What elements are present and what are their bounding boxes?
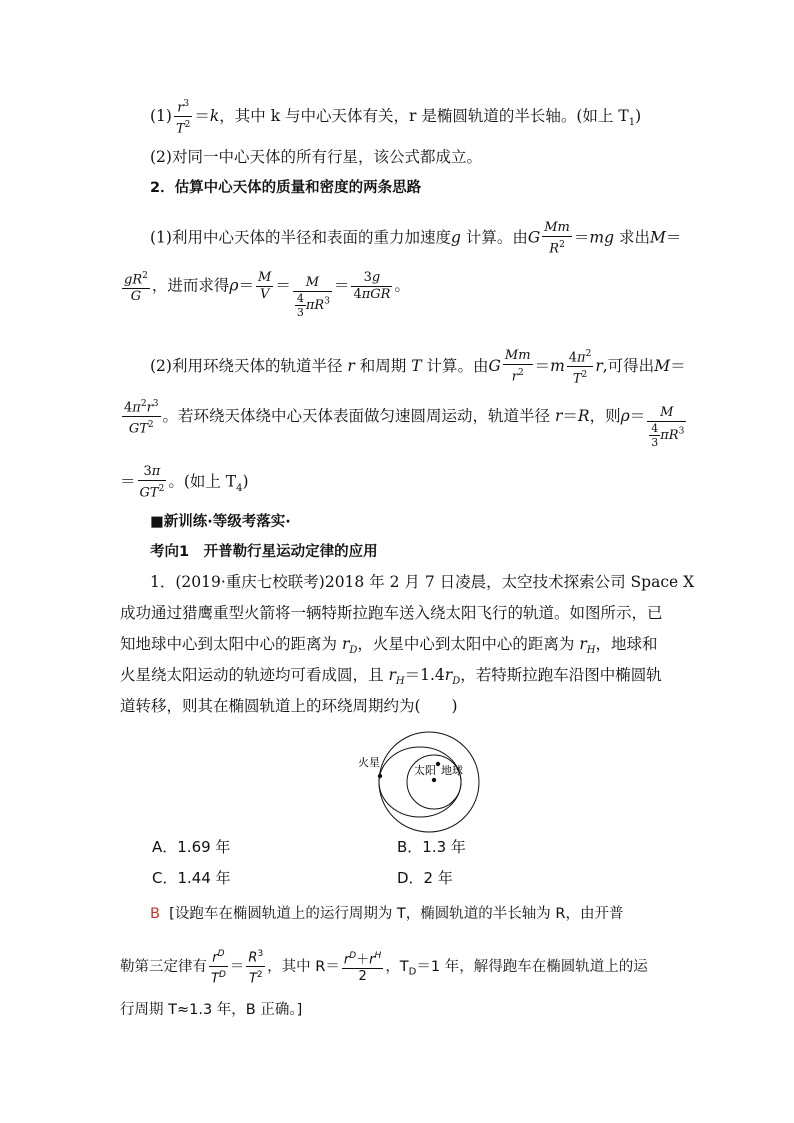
text: 和周期 xyxy=(359,356,407,375)
question-line-4: 火星绕太阳运动的轨迹均可看成圆，且 $r_H=1.4r_D$，若特斯拉跑车沿图中椭圆轨 xyxy=(120,666,662,688)
text: ) xyxy=(635,106,642,125)
option-b[interactable]: B．1.3 年 xyxy=(397,838,466,856)
option-d[interactable]: D．2 年 xyxy=(397,869,453,887)
transfer-ellipse xyxy=(379,747,461,817)
option-a[interactable]: A．1.69 年 xyxy=(152,838,231,856)
text: ＝ xyxy=(670,356,686,375)
earth-label: 地球 xyxy=(441,764,463,777)
paragraph-7: ＝ $\frac{3\pi}{GT^2}$ 。(如上 $T_4$) xyxy=(120,464,249,501)
answer-line-2: 勒第三定律有 $\frac{r^D}{T^D}$ ＝ $\frac{R^3}{T^2}$ ，其中 R＝ $\frac{r^D+r^H}{2}$ ，$T_D=1$ 年，解得跑车在椭圆轨道上的运 xyxy=(120,946,648,988)
text: (1)利用中心天体的半径和表面的重力加速度 xyxy=(150,228,451,247)
text: ＝1 年，解得跑车在椭圆轨道上的运 xyxy=(416,958,648,975)
orbit-figure xyxy=(350,728,510,838)
text: ＝ xyxy=(573,228,590,247)
sun-dot xyxy=(432,778,436,782)
paragraph-5: (2)利用环绕天体的轨道半径 r 和周期 T 计算。由G $\frac{Mm}{r^2}$ ＝m $\frac{4\pi^2}{T^2}$ r,可得出M＝ xyxy=(150,346,686,388)
paragraph-2: (2)对同一中心天体的所有行星，该公式都成立。 xyxy=(150,148,482,166)
text: 火星绕太阳运动的轨迹均可看成圆，且 xyxy=(120,666,384,684)
text: ＝ xyxy=(120,472,136,491)
subscript: D xyxy=(408,966,417,978)
text: ，地球和 xyxy=(595,635,658,653)
text: 勒第三定律有 xyxy=(120,958,207,975)
text: ，若特斯拉跑车沿图中椭圆轨 xyxy=(460,666,662,684)
sun-label: 太阳 xyxy=(414,764,436,777)
section-heading: ■新训练·等级考落实· xyxy=(150,514,291,530)
text: ＝ xyxy=(275,276,291,295)
text: ＝ xyxy=(629,406,646,425)
text: (2)利用环绕天体的轨道半径 xyxy=(150,356,343,375)
text: ＝ xyxy=(229,958,245,975)
text: ＝ xyxy=(534,356,551,375)
subscript: 1 xyxy=(628,116,636,128)
text: ＝ xyxy=(333,276,350,295)
mars-orbit xyxy=(379,732,479,832)
text: 求出 xyxy=(618,228,650,247)
heading-2: 2．估算中心天体的质量和密度的两条思路 xyxy=(150,180,422,196)
text: ＝ xyxy=(238,276,255,295)
text: ，其中 k 与中心天体有关，r 是椭圆轨道的半长轴。(如上 T xyxy=(219,106,629,125)
subscript: 4 xyxy=(236,482,243,494)
text: 。 xyxy=(394,276,410,295)
text: 。若环绕天体绕中心天体表面做匀速圆周运动，轨道半径 xyxy=(162,406,551,425)
question-line-3: 知地球中心到太阳中心的距离为 $r_D$，火星中心到太阳中心的距离为 $r_H$，地球和 xyxy=(120,635,658,657)
text: ＝1.4 xyxy=(404,666,445,684)
paragraph-6: $\frac{4\pi^2r^3}{GT^2}$ 。若环绕天体绕中心天体表面做匀速圆周运动，轨道半径 r＝R，则ρ＝ M $\frac{4}{3}$ $\pi R^3$ xyxy=(120,396,688,449)
text: 。(如上 T xyxy=(168,472,237,491)
text: 计算。由 xyxy=(426,356,489,375)
text: [设跑车在椭圆轨道上的运行周期为 T，椭圆轨道的半长轴为 R，由开普 xyxy=(169,906,624,922)
text: ，进而求得 xyxy=(151,276,230,295)
answer-line-1 xyxy=(150,904,623,924)
text: ＝ xyxy=(562,406,578,425)
mars-label: 火星 xyxy=(358,756,380,769)
text: 知地球中心到太阳中心的距离为 xyxy=(120,635,338,653)
formula-line-1: (1) $\frac{r^3}{T^2}$ ＝k，其中 k 与中心天体有关，r 是椭圆轨道的半长轴。(如上 $T_1$) xyxy=(150,96,641,138)
text: ＝ xyxy=(665,228,682,247)
answer-letter: B xyxy=(150,906,160,922)
earth-dot xyxy=(436,762,440,766)
option-c[interactable]: C．1.44 年 xyxy=(152,869,231,887)
text: ) xyxy=(242,472,249,491)
paragraph-4: $\frac{gR^2}{G}$ ，进而求得ρ＝ $\frac{M}{V}$ ＝ M $\frac{4}{3}$ $\pi R^3$ ＝ $\frac{3g}{\text{4πGR}}$ 。 xyxy=(120,268,410,319)
item-number: (1) xyxy=(150,106,172,125)
text: ，T xyxy=(385,958,409,975)
question-line-1: 1．(2019·重庆七校联考)2018 年 2 月 7 日凌晨，太空技术探索公司 Space X xyxy=(150,573,695,591)
topic-heading: 考向1 开普勒行星运动定律的应用 xyxy=(150,544,378,560)
text: ,可得出 xyxy=(602,356,655,375)
question-line-5: 道转移，则其在椭圆轨道上的环绕周期约为( ) xyxy=(120,697,458,715)
text: 计算。由 xyxy=(465,228,528,247)
text: ，火星中心到太阳中心的距离为 xyxy=(357,635,575,653)
question-line-2: 成功通过猎鹰重型火箭将一辆特斯拉跑车送入绕太阳飞行的轨道。如图所示，已 xyxy=(120,604,663,622)
text: ，其中 R＝ xyxy=(267,958,340,975)
text: ，则 xyxy=(589,406,621,425)
answer-line-3: 行周期 T≈1.3 年，B 正确。] xyxy=(120,1002,303,1018)
mars-dot xyxy=(378,774,382,778)
paragraph-3: (1)利用中心天体的半径和表面的重力加速度g 计算。由G $\frac{Mm}{R^2}$ ＝mg 求出M＝ xyxy=(150,220,682,257)
